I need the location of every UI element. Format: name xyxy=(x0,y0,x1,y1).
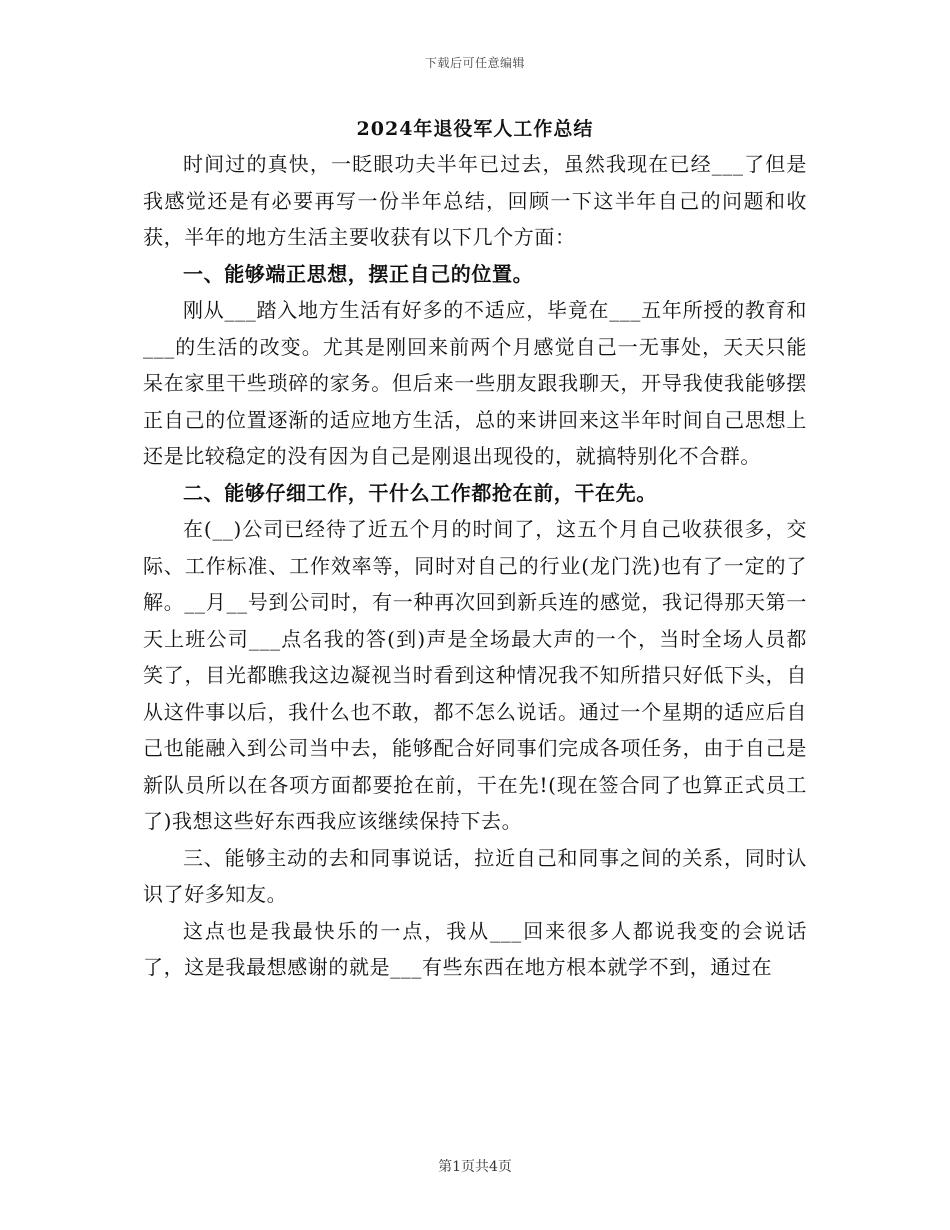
section-paragraph-1: 刚从___踏入地方生活有好多的不适应，毕竟在___五年所授的教育和___的生活的改变。尤其是刚回来前两个月感觉自己一无事处，天天只能呆在家里干些琐碎的家务。但后来一些朋友跟我聊天，开导我使我能够摆正自己的位置逐渐的适应地方生活，总的来讲回来这半年时间自己思想上还是比较稳定的没有因为自己是刚退出现役的，就搞特别化不合群。 xyxy=(143,298,807,468)
section-heading-3: 三、能够主动的去和同事说话，拉近自己和同事之间的关系，同时认识了好多知友。 xyxy=(143,845,807,906)
section-heading-1: 一、能够端正思想，摆正自己的位置。 xyxy=(183,261,534,286)
section-paragraph-3: 这点也是我最快乐的一点，我从___回来很多人都说我变的会说话了，这是我最想感谢的就是___有些东西在地方根本就学不到，通过在 xyxy=(143,918,807,979)
page-header-note: 下载后可任意编辑 xyxy=(424,56,525,70)
document-title: 2024年退役军人工作总结 xyxy=(356,118,594,140)
section-paragraph-2: 在(__)公司已经待了近五个月的时间了，这五个月自己收获很多，交际、工作标准、工作效率等，同时对自己的行业(龙门洗)也有了一定的了解。__月__号到公司时，有一种再次回到新兵连的感觉，我记得那天第一天上班公司___点名我的答(到)声是全场最大声的一个，当时全场人员都笑了，目光都瞧我这边凝视当时看到这种情况我不知所措只好低下头，自从这件事以后，我什么也不敢，都不怎么说话。通过一个星期的适应后自己也能融入到公司当中去，能够配合好同事们完成各项任务，由于自己是新队员所以在各项方面都要抢在前，干在先!(现在签合同了也算正式员工了)我想这些好东西我应该继续保持下去。 xyxy=(143,517,807,833)
intro-paragraph: 时间过的真快，一眨眼功夫半年已过去，虽然我现在已经___了但是我感觉还是有必要再写一份半年总结，回顾一下这半年自己的问题和收获，半年的地方生活主要收获有以下几个方面： xyxy=(143,152,807,249)
page-number-footer: 第1页共4页 xyxy=(438,1159,512,1175)
document-body xyxy=(143,146,807,986)
section-heading-2: 二、能够仔细工作，干什么工作都抢在前，干在先。 xyxy=(183,480,657,505)
